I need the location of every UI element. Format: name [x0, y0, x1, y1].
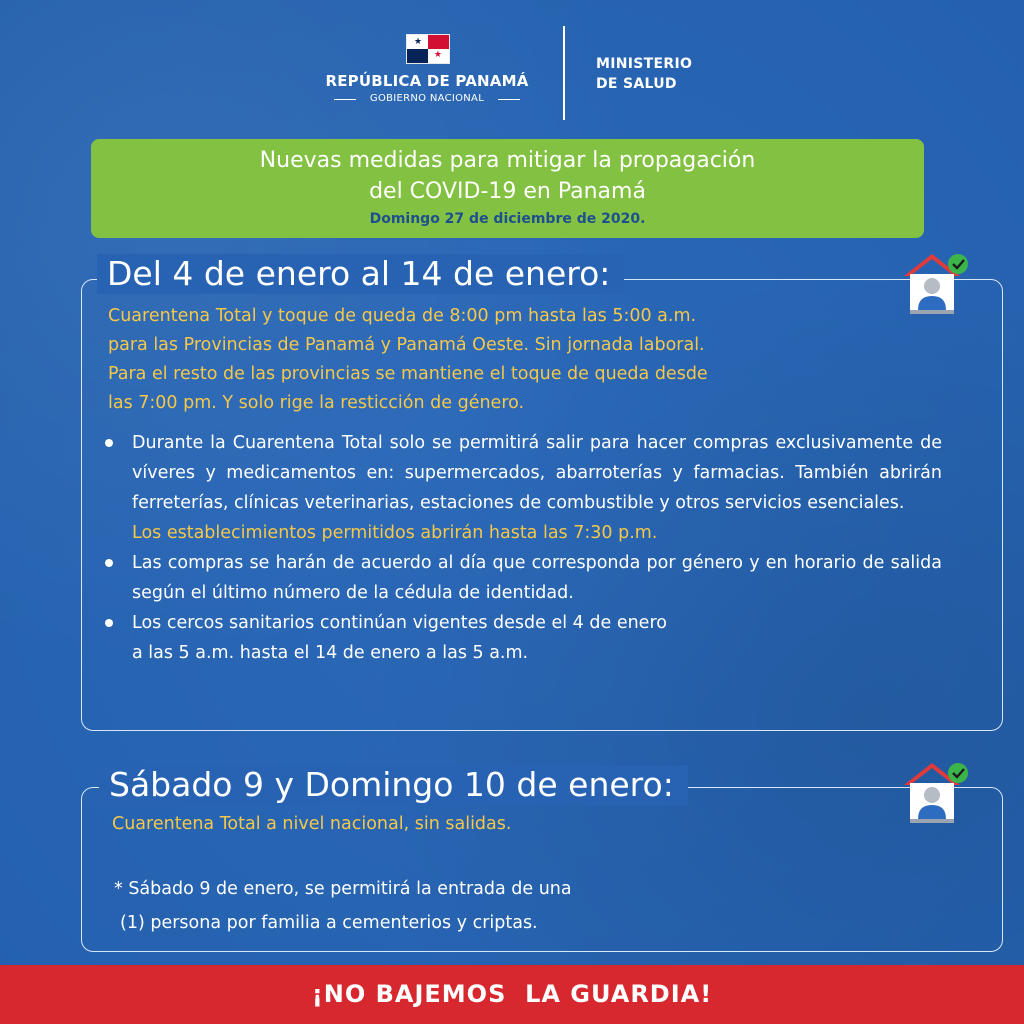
- lead-line: Para el resto de las provincias se mantiene el toque de queda desde: [108, 364, 708, 384]
- footer-banner: [0, 965, 1024, 1024]
- panama-flag-icon: ★ ★: [406, 34, 450, 64]
- footer-slogan: ¡NO BAJEMOS LA GUARDIA!: [311, 980, 713, 1008]
- note-line-2: (1) persona por familia a cementerios y criptas.: [120, 913, 538, 933]
- banner-title: [91, 145, 924, 207]
- title-banner: [91, 139, 924, 238]
- section-2-heading: Sábado 9 y Domingo 10 de enero:: [99, 765, 688, 805]
- section-1-heading: Del 4 de enero al 14 de enero:: [97, 254, 624, 294]
- lead-line: Cuarentena Total y toque de queda de 8:00 pm hasta las 5:00 a.m.: [108, 306, 697, 326]
- country-name: REPÚBLICA DE PANAMÁ: [325, 72, 529, 90]
- house-person-check-icon: [898, 755, 970, 827]
- bullet-text-line-1: Los cercos sanitarios continúan vigentes desde el 4 de enero: [132, 613, 667, 633]
- bullet-dot-icon: [105, 439, 113, 447]
- bullet-dot-icon: [105, 619, 113, 627]
- section-1-lead: [108, 302, 908, 418]
- lead-line: las 7:00 pm. Y solo rige la resticción de género.: [108, 393, 525, 413]
- banner-date: Domingo 27 de diciembre de 2020.: [369, 211, 646, 227]
- banner-title-line-2: del COVID-19 en Panamá: [369, 179, 646, 204]
- list-item: [102, 548, 942, 608]
- section-2-note: [114, 872, 572, 940]
- list-item: [102, 428, 942, 548]
- bullet-text-line-2: a las 5 a.m. hasta el 14 de enero a las 5 a.m.: [132, 643, 529, 663]
- house-person-check-icon: [898, 246, 970, 318]
- section-1-bullets: [102, 428, 942, 668]
- list-item: [102, 608, 942, 668]
- banner-title-line-1: Nuevas medidas para mitigar la propagación: [259, 148, 756, 173]
- government-label: GOBIERNO NACIONAL: [334, 93, 520, 104]
- note-line-1: * Sábado 9 de enero, se permitirá la entrada de una: [114, 879, 572, 899]
- bullet-dot-icon: [105, 559, 113, 567]
- header: [0, 0, 1024, 130]
- bullet-text: Las compras se harán de acuerdo al día que corresponda por género y en horario de salida según el último número de la cédula de identidad.: [132, 553, 942, 603]
- ministry-line-2: DE SALUD: [596, 76, 677, 92]
- header-divider: [563, 26, 565, 120]
- lead-line: para las Provincias de Panamá y Panamá Oeste. Sin jornada laboral.: [108, 335, 705, 355]
- section-2-lead: Cuarentena Total a nivel nacional, sin salidas.: [112, 814, 512, 834]
- ministry-line-1: MINISTERIO: [596, 56, 693, 72]
- bullet-text: Durante la Cuarentena Total solo se permitirá salir para hacer compras exclusivamente de víveres y medicamentos en: supermercados, abarroterías y farmacias. También abrirán ferreterías, clínicas veterinarias, estaciones de combustible y otros servicios esenciales.: [132, 433, 942, 513]
- ministry-name: [596, 54, 692, 94]
- bullet-highlight: Los establecimientos permitidos abrirán hasta las 7:30 p.m.: [132, 523, 658, 543]
